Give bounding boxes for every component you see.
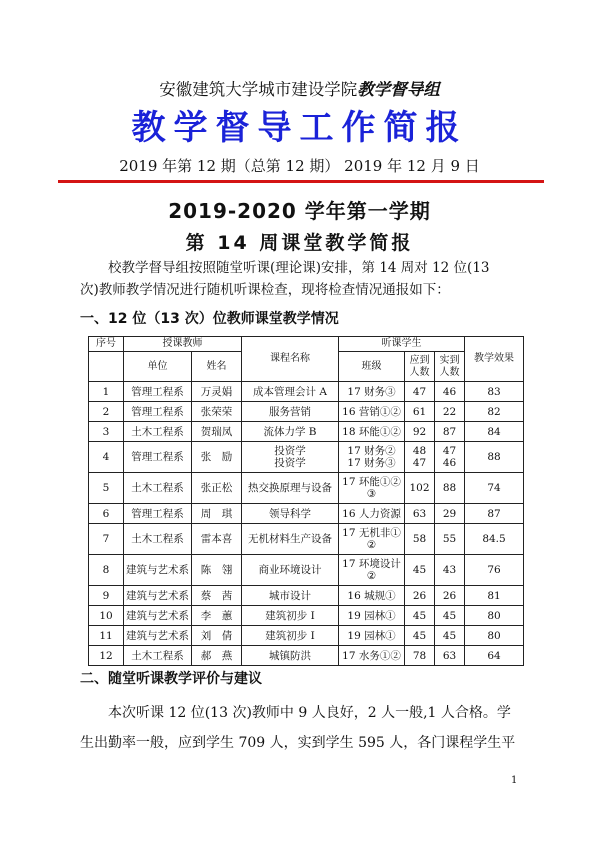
cell-course: 成本管理会计 A	[242, 382, 339, 402]
cell-no: 8	[89, 555, 124, 586]
cell-act: 26	[435, 586, 465, 606]
cell-name: 雷本喜	[192, 524, 242, 555]
cell-no: 2	[89, 402, 124, 422]
header-unit: 单位	[124, 352, 192, 382]
issue-line: 2019 年第 12 期（总第 12 期） 2019 年 12 月 9 日	[119, 157, 480, 175]
header-class: 班级	[339, 352, 405, 382]
cell-exp: 45	[405, 626, 435, 646]
cell-course: 无机材料生产设备	[242, 524, 339, 555]
cell-exp: 26	[405, 586, 435, 606]
page-number: 1	[511, 775, 518, 786]
cell-no: 7	[89, 524, 124, 555]
eval-line-2: 生出勤率一般，应到学生 709 人，实到学生 595 人，各门课程学生平	[80, 735, 516, 751]
cell-no: 5	[89, 473, 124, 504]
cell-eff: 81	[465, 586, 524, 606]
table-row	[89, 422, 524, 442]
header-students: 听课学生	[339, 337, 465, 352]
cell-act: 22	[435, 402, 465, 422]
header-effect: 教学效果	[465, 337, 524, 382]
cell-unit: 土木工程系	[124, 473, 192, 504]
cell-exp: 92	[405, 422, 435, 442]
cell-class: 19 园林①	[339, 606, 405, 626]
cell-exp: 102	[405, 473, 435, 504]
cell-name: 贺瑞凤	[192, 422, 242, 442]
cell-no: 6	[89, 504, 124, 524]
cell-act: 45	[435, 626, 465, 646]
section-2-heading: 二、随堂听课教学评价与建议	[80, 671, 262, 687]
cell-class: 18 环能①②	[339, 422, 405, 442]
cell-name: 张荣荣	[192, 402, 242, 422]
header-no-blank	[89, 352, 124, 382]
cell-class: 17 财务② 17 财务③	[339, 442, 405, 473]
cell-act: 47 46	[435, 442, 465, 473]
table-row	[89, 555, 524, 586]
cell-eff: 87	[465, 504, 524, 524]
table-row	[89, 402, 524, 422]
cell-act: 87	[435, 422, 465, 442]
cell-no: 11	[89, 626, 124, 646]
cell-unit: 管理工程系	[124, 402, 192, 422]
org-prefix: 安徽建筑大学城市建设学院	[159, 80, 358, 99]
cell-name: 郝 燕	[192, 646, 242, 666]
cell-course: 建筑初步 I	[242, 626, 339, 646]
cell-course: 服务营销	[242, 402, 339, 422]
cell-name: 刘 倩	[192, 626, 242, 646]
org-unit: 教学督导组	[357, 80, 440, 99]
table-row	[89, 504, 524, 524]
cell-exp: 61	[405, 402, 435, 422]
header-actual: 实到人数	[435, 352, 465, 382]
header-name: 姓名	[192, 352, 242, 382]
section-1-heading: 一、12 位（13 次）位教师课堂教学情况	[80, 311, 339, 327]
table-row	[89, 626, 524, 646]
cell-course: 流体力学 B	[242, 422, 339, 442]
cell-class: 16 营销①②	[339, 402, 405, 422]
red-divider	[58, 180, 544, 183]
cell-act: 46	[435, 382, 465, 402]
header-expected: 应到人数	[405, 352, 435, 382]
bulletin-title: 教学督导工作简报	[131, 108, 468, 148]
cell-name: 张 励	[192, 442, 242, 473]
cell-course: 商业环境设计	[242, 555, 339, 586]
cell-unit: 土木工程系	[124, 422, 192, 442]
eval-line-1: 本次听课 12 位(13 次)教师中 9 人良好，2 人一般,1 人合格。学	[108, 705, 511, 721]
cell-act: 88	[435, 473, 465, 504]
cell-no: 4	[89, 442, 124, 473]
cell-name: 张正松	[192, 473, 242, 504]
cell-no: 9	[89, 586, 124, 606]
cell-unit: 建筑与艺术系	[124, 586, 192, 606]
cell-class: 19 园林①	[339, 626, 405, 646]
cell-exp: 48 47	[405, 442, 435, 473]
cell-class: 17 财务③	[339, 382, 405, 402]
cell-course: 领导科学	[242, 504, 339, 524]
cell-exp: 47	[405, 382, 435, 402]
cell-no: 10	[89, 606, 124, 626]
cell-eff: 80	[465, 626, 524, 646]
cell-exp: 78	[405, 646, 435, 666]
cell-exp: 63	[405, 504, 435, 524]
cell-no: 12	[89, 646, 124, 666]
cell-name: 陈 翎	[192, 555, 242, 586]
cell-unit: 管理工程系	[124, 442, 192, 473]
cell-eff: 88	[465, 442, 524, 473]
cell-class: 17 水务①②	[339, 646, 405, 666]
cell-unit: 土木工程系	[124, 524, 192, 555]
term-heading: 2019-2020 学年第一学期	[168, 199, 431, 223]
header-teacher: 授课教师	[124, 337, 242, 352]
cell-eff: 82	[465, 402, 524, 422]
table-row	[89, 442, 524, 473]
cell-unit: 管理工程系	[124, 382, 192, 402]
cell-name: 周 琪	[192, 504, 242, 524]
intro-line-2: 次)教师教学情况进行随机听课检查，现将检查情况通报如下：	[80, 282, 450, 298]
cell-eff: 80	[465, 606, 524, 626]
cell-eff: 84	[465, 422, 524, 442]
cell-no: 3	[89, 422, 124, 442]
cell-act: 63	[435, 646, 465, 666]
table-row	[89, 586, 524, 606]
cell-act: 55	[435, 524, 465, 555]
cell-act: 29	[435, 504, 465, 524]
cell-unit: 土木工程系	[124, 646, 192, 666]
cell-exp: 58	[405, 524, 435, 555]
cell-name: 李 蕙	[192, 606, 242, 626]
cell-unit: 建筑与艺术系	[124, 626, 192, 646]
cell-eff: 83	[465, 382, 524, 402]
cell-unit: 管理工程系	[124, 504, 192, 524]
cell-eff: 84.5	[465, 524, 524, 555]
org-line	[0, 76, 599, 100]
table-row	[89, 524, 524, 555]
cell-eff: 64	[465, 646, 524, 666]
cell-class: 17 环境设计 ②	[339, 555, 405, 586]
intro-line-1: 校教学督导组按照随堂听课(理论课)安排，第 14 周对 12 位(13	[108, 260, 490, 276]
cell-act: 45	[435, 606, 465, 626]
header-course: 课程名称	[242, 337, 339, 382]
cell-class: 16 城规①	[339, 586, 405, 606]
cell-eff: 76	[465, 555, 524, 586]
cell-course: 热交换原理与设备	[242, 473, 339, 504]
cell-class: 17 环能①② ③	[339, 473, 405, 504]
cell-exp: 45	[405, 606, 435, 626]
table-row	[89, 606, 524, 626]
table-row	[89, 382, 524, 402]
table-row	[89, 646, 524, 666]
cell-course: 城镇防洪	[242, 646, 339, 666]
cell-name: 蔡 茜	[192, 586, 242, 606]
cell-course: 建筑初步 I	[242, 606, 339, 626]
cell-name: 万灵娟	[192, 382, 242, 402]
header-no: 序号	[89, 337, 124, 352]
cell-class: 16 人力资源	[339, 504, 405, 524]
cell-unit: 建筑与艺术系	[124, 555, 192, 586]
cell-course: 投资学 投资学	[242, 442, 339, 473]
cell-class: 17 无机非① ②	[339, 524, 405, 555]
cell-exp: 45	[405, 555, 435, 586]
cell-act: 43	[435, 555, 465, 586]
cell-no: 1	[89, 382, 124, 402]
table-row	[89, 473, 524, 504]
week-heading: 第 14 周课堂教学简报	[185, 232, 414, 254]
cell-eff: 74	[465, 473, 524, 504]
cell-course: 城市设计	[242, 586, 339, 606]
lecture-table	[88, 336, 524, 666]
cell-unit: 建筑与艺术系	[124, 606, 192, 626]
